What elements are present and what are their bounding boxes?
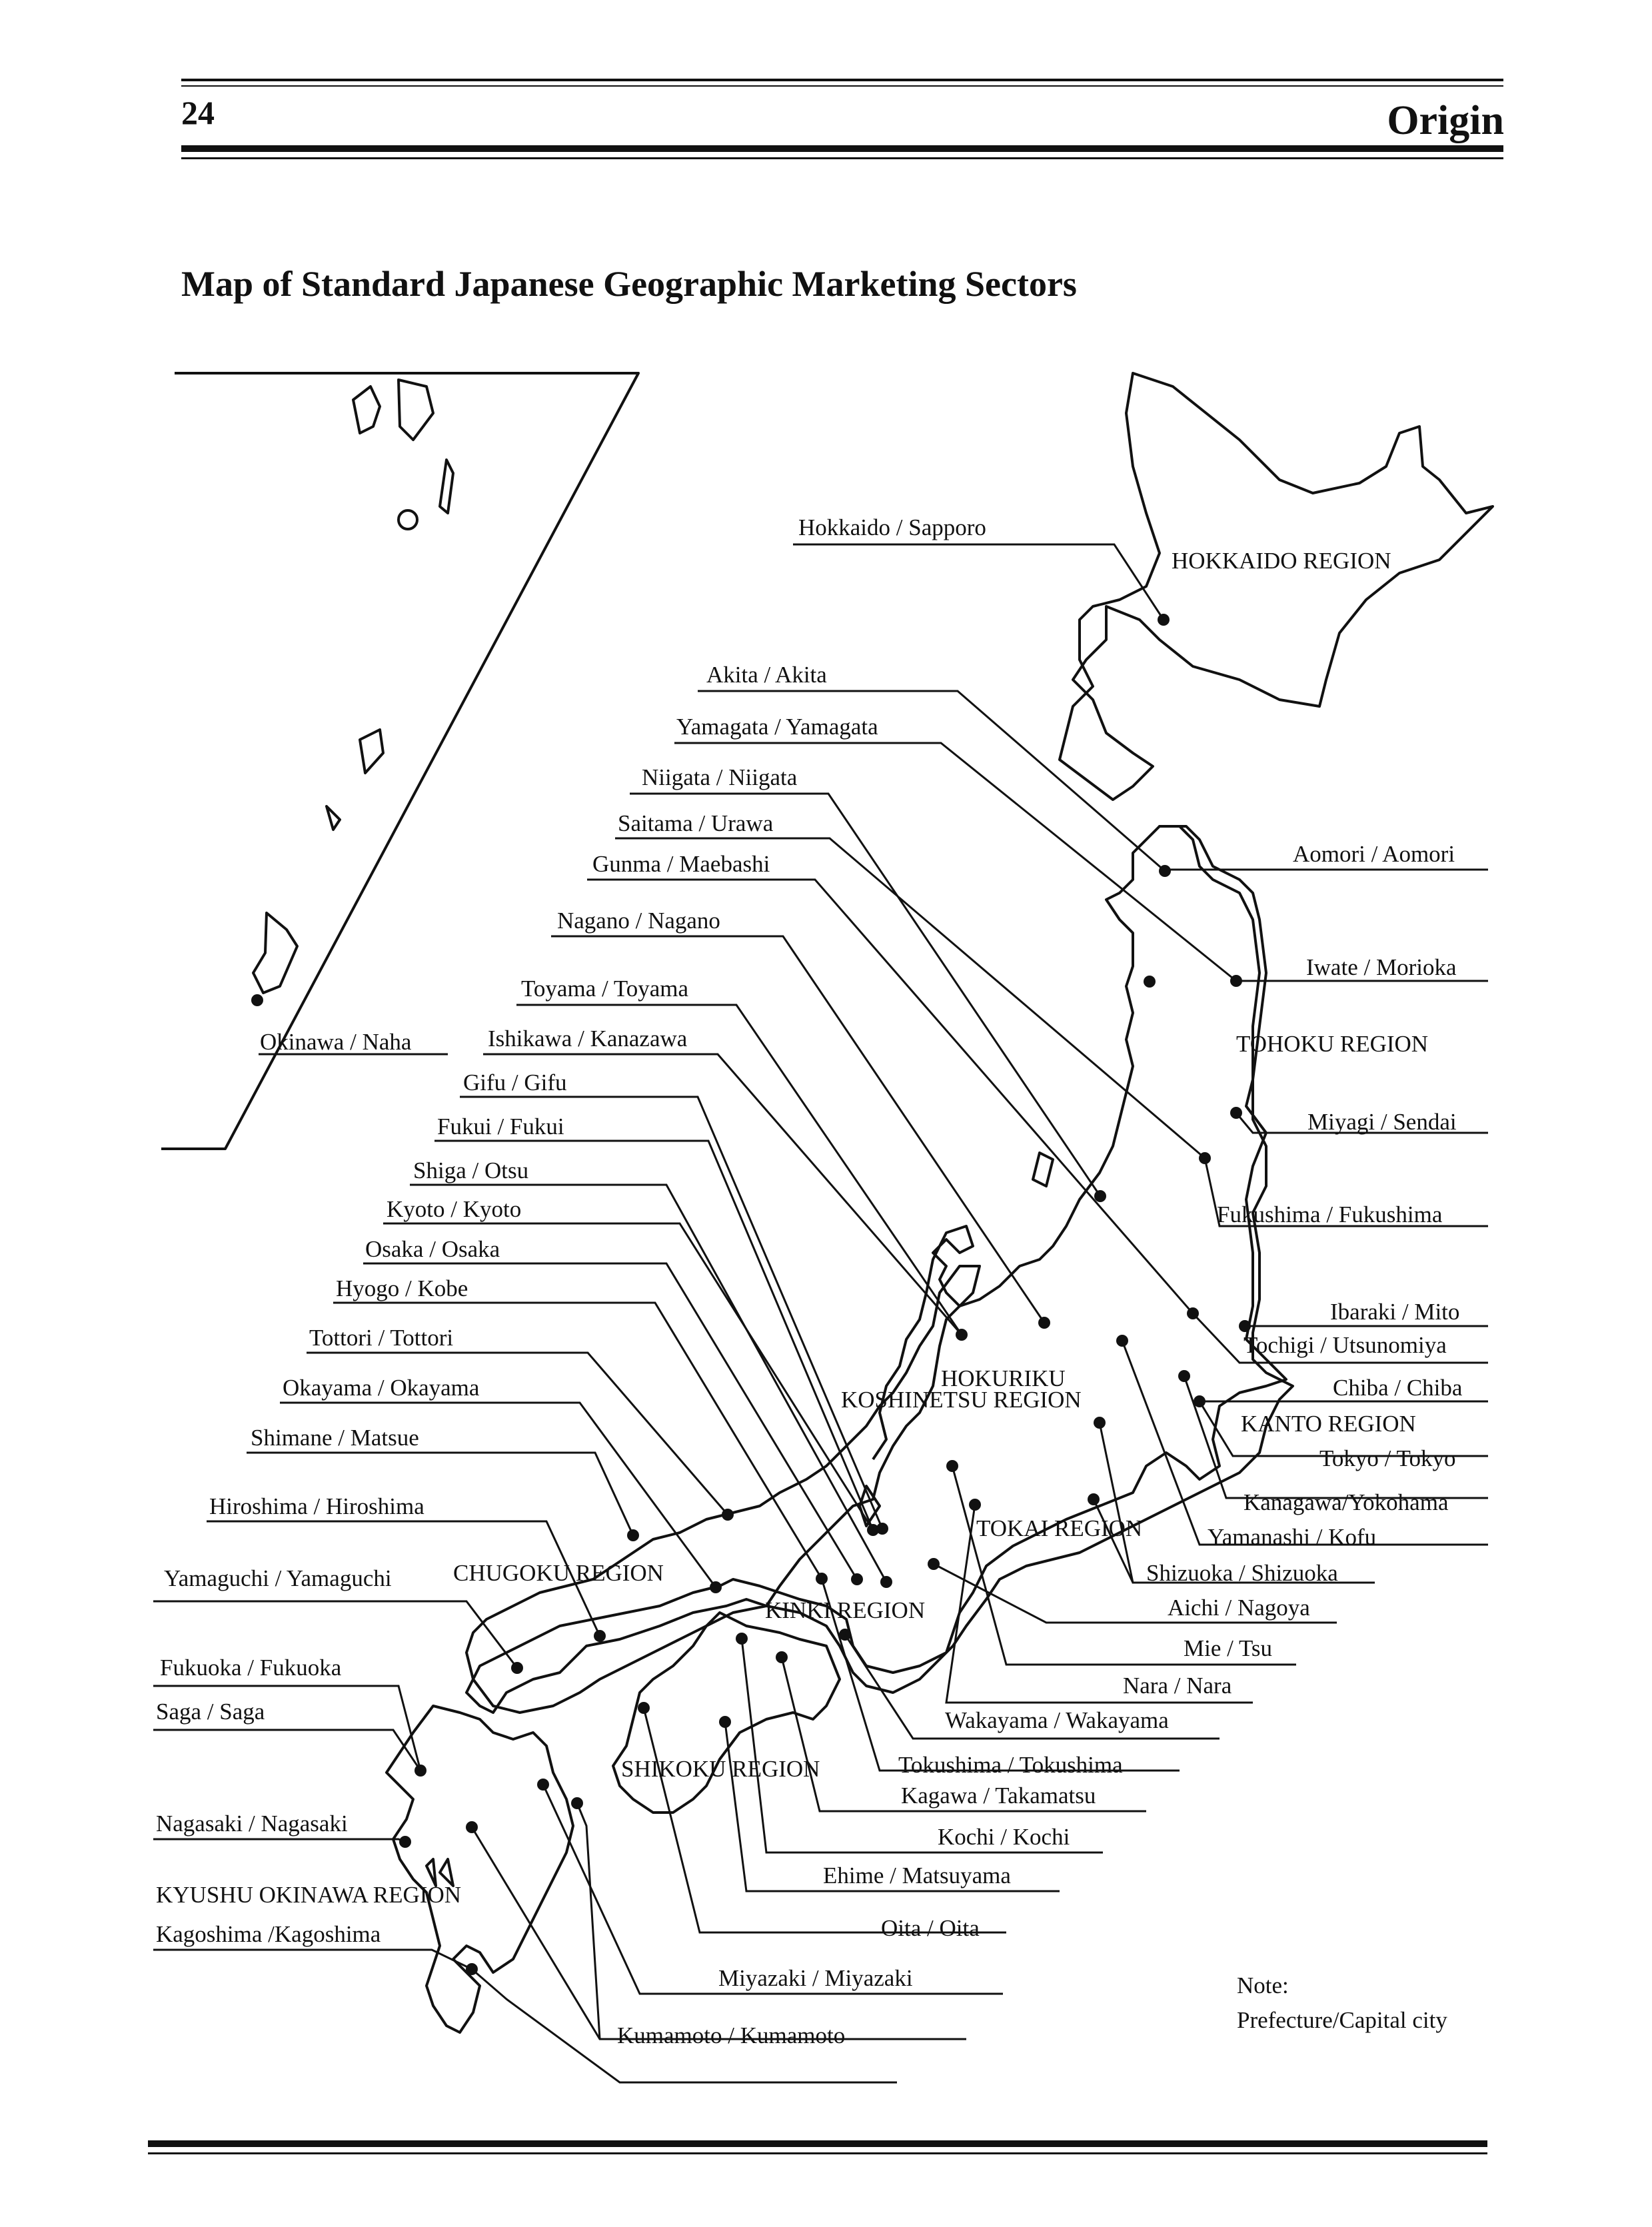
pref-label: Tottori / Tottori — [309, 1325, 454, 1351]
pref-label: Hyogo / Kobe — [336, 1275, 468, 1301]
region-label: KINKI REGION — [765, 1597, 926, 1623]
pref-label: Miyazaki / Miyazaki — [718, 1965, 913, 1991]
pref-label: Gifu / Gifu — [463, 1070, 567, 1096]
pref-label: Kochi / Kochi — [938, 1824, 1070, 1850]
pref-label: Akita / Akita — [706, 662, 827, 688]
leader-line — [543, 1785, 1003, 1994]
pref-label: Okayama / Okayama — [283, 1375, 480, 1401]
pref-label: Aomori / Aomori — [1293, 841, 1455, 867]
pref-label: Toyama / Toyama — [521, 976, 689, 1002]
ryukyu-island — [360, 730, 383, 773]
leader-line — [153, 1950, 472, 1969]
pref-label: Kagoshima /Kagoshima — [156, 1921, 381, 1947]
pref-label: Osaka / Osaka — [365, 1236, 500, 1262]
ryukyu-island — [253, 913, 297, 993]
pref-label: Ibaraki / Mito — [1330, 1299, 1460, 1325]
region-label: SHIKOKU REGION — [621, 1756, 820, 1782]
page-number: 24 — [181, 94, 215, 131]
capital-dot — [251, 994, 263, 1006]
kyushu-outline — [387, 1706, 573, 2032]
section-title: Origin — [1387, 98, 1504, 143]
pref-label: Kumamoto / Kumamoto — [617, 2022, 846, 2048]
region-label: HOKURIKU — [941, 1365, 1066, 1391]
region-label: KOSHINETSU REGION — [841, 1387, 1082, 1413]
ryukyu-island — [399, 510, 417, 529]
pref-label: Ishikawa / Kanazawa — [488, 1026, 688, 1052]
pref-label: Yamaguchi / Yamaguchi — [164, 1565, 392, 1591]
pref-label: Yamagata / Yamagata — [676, 714, 878, 740]
leader-line — [153, 1730, 420, 1771]
leader-line — [742, 1639, 1103, 1853]
ryukyu-island — [353, 386, 380, 433]
pref-label: Tokushima / Tokushima — [898, 1752, 1123, 1778]
note-heading: Note: — [1237, 1972, 1289, 1998]
pref-label: Yamanashi / Kofu — [1208, 1524, 1377, 1550]
leader-line — [577, 1803, 600, 2039]
pref-label: Tokyo / Tokyo — [1319, 1445, 1456, 1471]
leader-line — [153, 1839, 405, 1842]
region-label: KANTO REGION — [1241, 1411, 1416, 1437]
pref-label: Ehime / Matsuyama — [823, 1862, 1011, 1888]
footer-rule-thin — [148, 2152, 1487, 2154]
pref-label: Shizuoka / Shizuoka — [1146, 1560, 1338, 1586]
pref-label: Fukuoka / Fukuoka — [160, 1655, 342, 1681]
capital-dot — [1144, 976, 1156, 988]
ryukyu-island — [440, 460, 453, 513]
pref-label: Nara / Nara — [1123, 1673, 1232, 1699]
pref-label: Aichi / Nagoya — [1168, 1595, 1310, 1621]
leader-line — [644, 1708, 1006, 1932]
leader-line — [363, 1263, 857, 1579]
pref-label: Hokkaido / Sapporo — [798, 514, 986, 540]
ryukyu-island — [399, 380, 433, 440]
pref-label: Hiroshima / Hiroshima — [209, 1493, 424, 1519]
pref-label: Wakayama / Wakayama — [945, 1707, 1169, 1733]
ryukyu-island — [327, 806, 340, 830]
region-label: HOKKAIDO REGION — [1172, 548, 1391, 574]
pref-label: Nagano / Nagano — [557, 908, 720, 934]
pref-label: Tochigi / Utsunomiya — [1243, 1332, 1447, 1358]
pref-label: Oita / Oita — [881, 1915, 980, 1941]
pref-label: Iwate / Morioka — [1306, 954, 1457, 980]
region-label: TOHOKU REGION — [1236, 1031, 1429, 1057]
region-label: KYUSHU OKINAWA REGION — [156, 1882, 462, 1908]
pref-label: Chiba / Chiba — [1333, 1375, 1463, 1401]
pref-label: Kyoto / Kyoto — [387, 1196, 522, 1222]
pref-label: Miyagi / Sendai — [1307, 1109, 1457, 1135]
region-label: TOKAI REGION — [976, 1515, 1143, 1541]
map-title: Map of Standard Japanese Geographic Marketing Sectors — [181, 264, 1077, 304]
pref-label: Kanagawa/Yokohama — [1243, 1489, 1449, 1515]
pref-label: Shiga / Otsu — [413, 1157, 529, 1183]
sado-island — [1033, 1153, 1053, 1186]
pref-label: Kagawa / Takamatsu — [901, 1783, 1096, 1809]
note-text: Prefecture/Capital city — [1237, 2007, 1447, 2033]
pref-label: Shimane / Matsue — [251, 1425, 419, 1451]
pref-label: Fukushima / Fukushima — [1217, 1201, 1443, 1227]
pref-label: Saitama / Urawa — [618, 810, 774, 836]
pref-label: Okinawa / Naha — [260, 1029, 412, 1055]
pref-label: Mie / Tsu — [1184, 1635, 1273, 1661]
pref-label: Gunma / Maebashi — [592, 851, 770, 877]
footer-rule-thick — [148, 2140, 1487, 2147]
region-labels — [156, 548, 1428, 1908]
honshu-west-coast — [873, 826, 1160, 1459]
pref-label: Niigata / Niigata — [642, 764, 798, 790]
leader-lines — [153, 544, 1488, 2082]
pref-label: Saga / Saga — [156, 1699, 265, 1725]
region-label: CHUGOKU REGION — [453, 1560, 664, 1586]
pref-label: Fukui / Fukui — [437, 1114, 564, 1139]
hokkaido-outline — [1060, 373, 1493, 800]
prefecture-labels — [156, 514, 1463, 2048]
pref-label: Nagasaki / Nagasaki — [156, 1811, 348, 1837]
